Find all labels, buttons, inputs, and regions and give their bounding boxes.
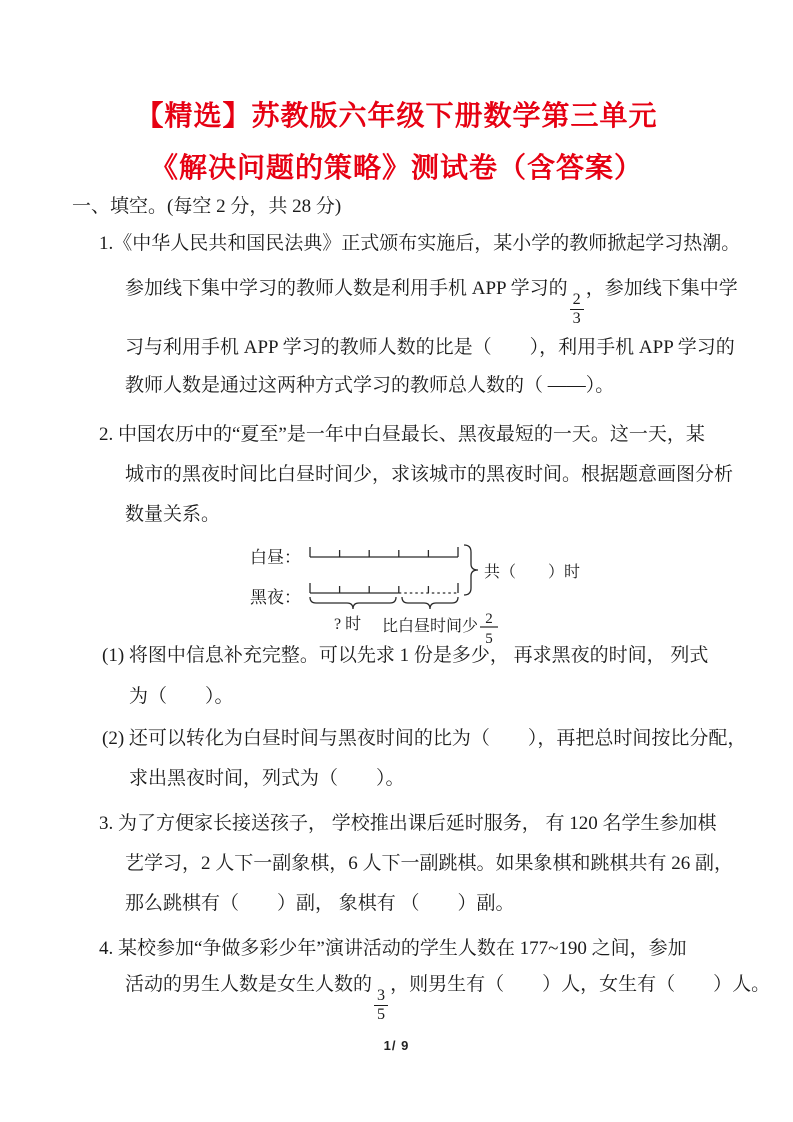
less-underbrace — [402, 597, 458, 609]
fraction-denominator: 3 — [572, 310, 581, 328]
q2-line-2: 城市的黑夜时间比白昼时间少，求该城市的黑夜时间。根据题意画图分析 — [125, 464, 734, 485]
day-label: 白昼： — [250, 548, 301, 567]
night-bar-ticks — [310, 583, 458, 593]
night-label: 黑夜： — [250, 588, 301, 607]
q2-line-1: 2. 中国农历中的“夏至”是一年中白昼最长、黑夜最短的一天。这一天，某 — [99, 424, 705, 445]
q4-line-2-post: ，则男生有（ ）人，女生有（ ）人。 — [390, 974, 771, 995]
q4-line-2-pre: 活动的男生人数是女生人数的 — [125, 974, 373, 995]
q1-line-1: 1.《中华人民共和国民法典》正式颁布实施后，某小学的教师掀起学习热潮。 — [99, 233, 741, 254]
fraction-numerator: 3 — [374, 987, 388, 1007]
q3-line-3: 那么跳棋有（ ）副， 象棋有 （ ）副。 — [125, 893, 515, 914]
fraction-denominator: 5 — [377, 1006, 386, 1024]
known-underbrace — [310, 597, 396, 609]
less-fraction-denominator: 5 — [485, 631, 493, 647]
known-label: ? 时 — [334, 616, 362, 633]
q1-line-2-post: ，参加线下集中学 — [585, 278, 738, 299]
less-label: 比白昼时间少 — [382, 618, 479, 635]
less-fraction-numerator: 2 — [485, 611, 493, 627]
q2-sub1-line-2: 为（ ）。 — [129, 686, 234, 707]
q3-line-1: 3. 为了方便家长接送孩子， 学校推出课后延时服务， 有 120 名学生参加棋 — [99, 813, 717, 834]
page-number: 1/ 9 — [383, 1038, 410, 1053]
section-heading: 一、填空。(每空 2 分，共 28 分) — [72, 196, 342, 217]
fraction-numerator: 2 — [570, 291, 584, 311]
q3-line-2: 艺学习，2 人下一副象棋，6 人下一副跳棋。如果象棋和跳棋共有 26 副， — [125, 853, 734, 874]
q2-line-3: 数量关系。 — [125, 504, 221, 525]
q2-sub1-line-1: (1) 将图中信息补充完整。可以先求 1 份是多少， 再求黑夜的时间， 列式 — [102, 645, 709, 666]
q1-fraction-2-3 — [570, 291, 584, 329]
q1-line-3: 习与利用手机 APP 学习的教师人数的比是（ ），利用手机 APP 学习的 — [125, 337, 735, 358]
total-label: 共（ ）时 — [484, 564, 581, 581]
q4-fraction-3-5 — [374, 987, 388, 1025]
q4-line-2 — [125, 972, 770, 1025]
q2-sub2-line-1: (2) 还可以转化为白昼时间与黑夜时间的比为（ ），再把总时间按比分配， — [102, 728, 747, 749]
title-line-1: 【精选】苏教版六年级下册数学第三单元 — [135, 101, 658, 132]
q4-line-1: 4. 某校参加“争做多彩少年”演讲活动的学生人数在 177~190 之间，参加 — [99, 938, 687, 959]
q1-line-2 — [125, 276, 738, 329]
day-bar-ticks — [310, 547, 458, 557]
q1-line-2-pre: 参加线下集中学习的教师人数是利用手机 APP 学习的 — [125, 278, 568, 299]
q2-sub2-line-2: 求出黑夜时间，列式为（ ）。 — [129, 768, 405, 789]
q2-bar-diagram — [246, 531, 591, 649]
q1-line-4: 教师人数是通过这两种方式学习的教师总人数的（ ——）。 — [125, 375, 615, 396]
total-brace — [464, 545, 478, 595]
title-line-2: 《解决问题的策略》测试卷（含答案） — [149, 153, 643, 184]
